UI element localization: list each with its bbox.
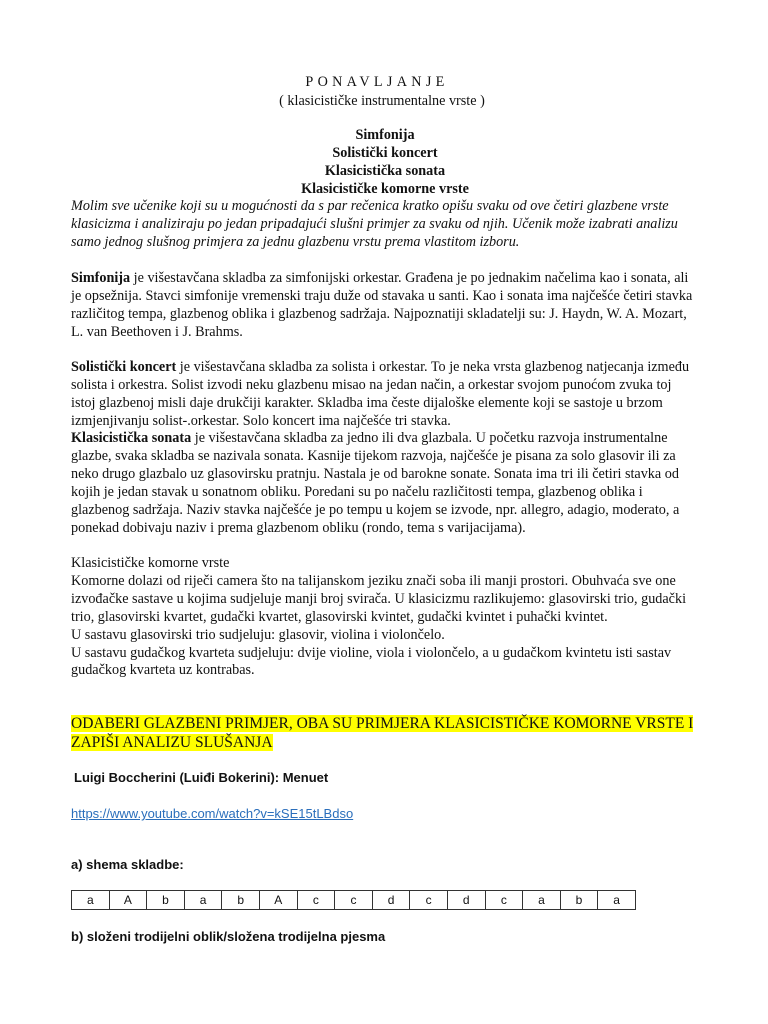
task-instruction-text: ODABERI GLAZBENI PRIMJER, OBA SU PRIMJERA KLASICISTIČKE KOMORNE VRSTE I ZAPIŠI ANALIZU SLUŠANJA xyxy=(71,715,694,751)
youtube-link[interactable]: https://www.youtube.com/watch?v=kSE15tLBdso xyxy=(71,806,354,821)
question-a: a) shema skladbe: xyxy=(71,857,184,872)
scheme-cell: b xyxy=(147,891,185,910)
genre-item: Simfonija xyxy=(355,127,415,143)
simfonija-paragraph xyxy=(71,270,699,342)
scheme-table xyxy=(71,890,636,910)
sonata-term: Klasicistička sonata xyxy=(71,430,192,446)
scheme-cell: a xyxy=(523,891,561,910)
composer-title: Luigi Boccherini (Luiđi Bokerini): Menuet xyxy=(74,770,329,785)
scheme-cell: b xyxy=(560,891,598,910)
intro-paragraph: Molim sve učenike koji su u mogućnosti da s par rečenica kratko opišu svaku od ove četiri glazbene vrste klasicizma i analiziraju po jedan pripadajući slušni primjer za svaku od njih. Učenik može izabrati analizu samo jednog slušnog primjera za jednu glazbenu vrstu prema vlastitom izboru. xyxy=(71,198,678,250)
simfonija-text: je višestavčana skladba za simfonijski orkestar. Građena je po jednakim načelima kao i sonata, ali je opsežnija. Stavci simfonije vremenski traju duže od stavaka u santi. Kao i sonata ima najčešće četiri stavka različitog tempa, glazbenog oblika i glazbenog sadržaja. Najpoznatiji skladatelji su: J. Haydn, W. A. Mozart, L. van Beethoven i J. Brahms. xyxy=(71,270,693,340)
genre-item: Klasicističke komorne vrste xyxy=(301,180,469,197)
koncert-term: Solistički koncert xyxy=(71,359,177,375)
genre-item: Solistički koncert xyxy=(332,144,438,161)
scheme-cell: a xyxy=(72,891,110,910)
scheme-cell: c xyxy=(335,891,373,910)
komorne-paragraph-2: U sastavu glasovirski trio sudjeluju: glasovir, violina i violončelo. xyxy=(71,626,445,643)
scheme-cell: a xyxy=(184,891,222,910)
document-subtitle: ( klasicističke instrumentalne vrste ) xyxy=(279,93,485,109)
question-b: b) složeni trodijelni oblik/složena trodijelna pjesma xyxy=(71,929,386,944)
scheme-cell: c xyxy=(297,891,335,910)
scheme-cell: b xyxy=(222,891,260,910)
scheme-cell: d xyxy=(447,891,485,910)
scheme-cell: A xyxy=(109,891,147,910)
scheme-row xyxy=(72,891,636,910)
koncert-text: je višestavčana skladba za solista i orkestar. To je neka vrsta glazbenog natjecanja između solista i orkestra. Solist izvodi neku glazbenu misao na jedan način, a orkestar svojom punoćom zvuka toj istoj glazbenoj misli daje drukčiji karakter. Skladba ima česte dijaloške elemente koji se sastoje u brzom izmjenjivanju solist-.orkestar. Solo koncert ima najčešće tri stavka. xyxy=(71,359,690,429)
komorne-heading: Klasicističke komorne vrste xyxy=(71,555,230,571)
simfonija-term: Simfonija xyxy=(71,270,131,286)
scheme-cell: c xyxy=(485,891,523,910)
sonata-paragraph xyxy=(71,430,699,537)
genre-list xyxy=(0,127,768,199)
task-instruction xyxy=(71,715,711,752)
document-title: PONAVLJANJE xyxy=(305,74,449,90)
scheme-cell: A xyxy=(259,891,297,910)
komorne-section xyxy=(71,555,699,680)
genre-item: Klasicistička sonata xyxy=(324,162,446,179)
sonata-text: je višestavčana skladba za jedno ili dva glazbala. U početku razvoja instrumentalne glazbe, svaka skladba se nazivala sonata. Kasnije tijekom razvoja, najčešće je pisana za solo glasovir ili za neko drugo glazbalo uz glasovirsku pratnju. Nastala je od barokne sonate. Sonata ima tri ili četiri stavka od kojih je jedan stavak u sonatnom obliku. Poredani su po načelu različitosti tempa, glazbenog oblika i glazbenog sadržaja. Naziv stavka najčešće je po tempu u kojem se izvode, npr. allegro, adagio, moderato, a ponekad dobivaju naziv i prema glazbenom obliku (rondo, tema s varijacijama). xyxy=(71,430,680,536)
koncert-paragraph xyxy=(71,359,699,431)
scheme-cell: a xyxy=(598,891,636,910)
komorne-paragraph-1: Komorne dolazi od riječi camera što na talijanskom jeziku znači soba ili manji prostori. Obuhvaća sve one izvođačke sastave u kojima sudjeluje manji broj svirača. U klasicizmu razlikujemo: glasovirski trio, gudački trio, glasovirski kvartet, gudački kvartet, glasovirski kvintet, gudački kvintet i puhački kvintet. xyxy=(71,572,687,625)
scheme-cell: d xyxy=(372,891,410,910)
komorne-paragraph-3: U sastavu gudačkog kvarteta sudjeluju: dvije violine, viola i violončelo, a u gudačkom kvintetu isti sastav gudačkog kvarteta uz kontrabas. xyxy=(71,644,672,679)
scheme-cell: c xyxy=(410,891,448,910)
